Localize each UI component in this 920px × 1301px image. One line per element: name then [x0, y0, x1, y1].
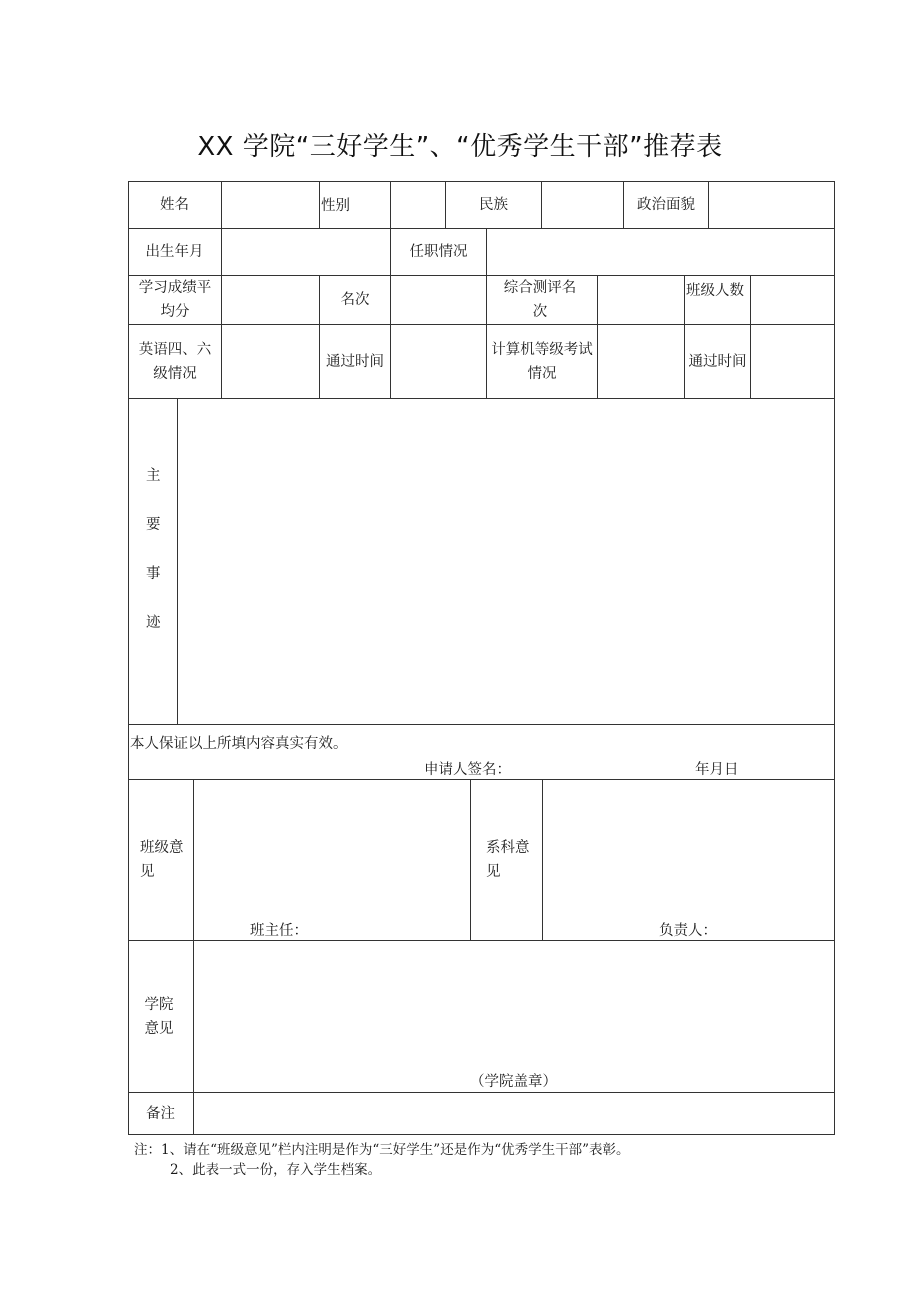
deeds-label-char: 主 — [146, 468, 161, 484]
english-pass-time-field[interactable] — [391, 325, 485, 398]
college-opinion-label: 学院意见 — [144, 996, 174, 1037]
english-cet-label: 英语四、六级情况 — [138, 341, 212, 382]
political-status-field[interactable] — [709, 182, 834, 227]
remarks-field[interactable] — [194, 1093, 834, 1134]
class-size-field[interactable] — [751, 276, 834, 324]
class-opinion-field[interactable] — [194, 780, 469, 940]
deeds-label-char: 迹 — [146, 615, 161, 631]
english-cet-field[interactable] — [222, 325, 318, 398]
computer-exam-field[interactable] — [598, 325, 683, 398]
note-line-1: 注：1、请在“班级意见”栏内注明是作为“三好学生”还是作为“优秀学生干部”表彰。 — [134, 1142, 630, 1158]
dept-opinion-field[interactable] — [543, 780, 834, 940]
dept-head-sign-label: 负责人： — [659, 923, 717, 939]
computer-exam-label: 计算机等级考试情况 — [491, 341, 593, 382]
gpa-label: 学习成绩平均分 — [138, 280, 212, 320]
computer-pass-time-field[interactable] — [751, 325, 834, 398]
position-field[interactable] — [487, 229, 834, 274]
ethnicity-field[interactable] — [542, 182, 622, 227]
college-seal-label: （学院盖章） — [470, 1074, 557, 1090]
remarks-label: 备注 — [146, 1106, 175, 1122]
deeds-label-char: 要 — [146, 517, 161, 533]
dept-opinion-label: 系科意见 — [486, 840, 530, 880]
position-label: 任职情况 — [409, 243, 468, 260]
deeds-label-char: 事 — [146, 566, 161, 582]
note-line-2: 2、此表一式一份，存入学生档案。 — [170, 1162, 382, 1178]
declaration-statement: 本人保证以上所填内容真实有效。 — [130, 736, 348, 752]
computer-pass-time-label: 通过时间 — [688, 353, 747, 370]
ethnicity-label: 民族 — [479, 196, 508, 213]
birth-date-field[interactable] — [222, 229, 389, 274]
political-status-label: 政治面貌 — [637, 196, 695, 213]
page-title: XX 学院“三好学生”、“优秀学生干部”推荐表 — [197, 132, 723, 162]
col-divider — [319, 181, 320, 228]
name-field[interactable] — [222, 182, 318, 227]
gpa-field[interactable] — [222, 276, 318, 324]
head-teacher-sign-label: 班主任： — [250, 923, 308, 939]
date-label: 年月日 — [695, 762, 739, 778]
main-deeds-field[interactable] — [178, 399, 834, 724]
comprehensive-eval-field[interactable] — [598, 276, 683, 324]
row-divider — [128, 724, 835, 725]
name-label: 姓名 — [160, 196, 189, 213]
comprehensive-eval-label: 综合测评名次 — [503, 280, 577, 320]
applicant-signature-label: 申请人签名： — [424, 762, 511, 778]
rank-label: 名次 — [340, 292, 370, 308]
gender-field[interactable] — [391, 182, 444, 227]
english-pass-time-label: 通过时间 — [326, 353, 384, 370]
birth-date-label: 出生年月 — [145, 243, 204, 260]
rank-field[interactable] — [391, 276, 485, 324]
class-opinion-label: 班级意见 — [140, 840, 184, 880]
class-size-label: 班级人数 — [686, 283, 744, 299]
gender-label: 性别 — [321, 198, 350, 214]
college-opinion-field[interactable] — [194, 941, 834, 1092]
col-divider — [470, 779, 471, 940]
